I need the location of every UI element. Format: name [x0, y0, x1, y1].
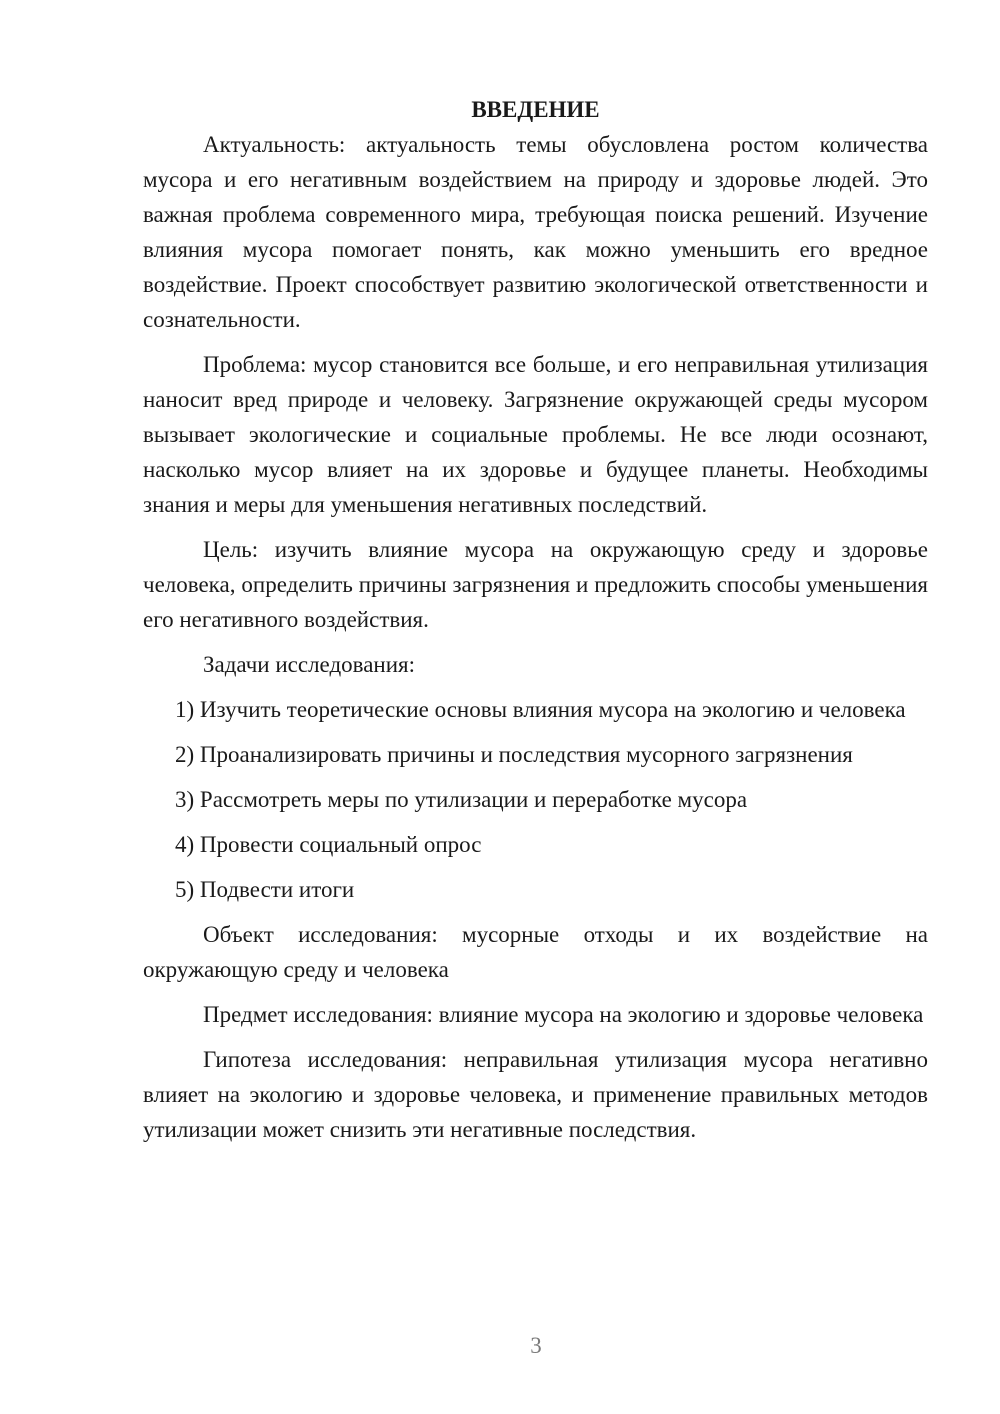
object-paragraph: Объект исследования: мусорные отходы и их воздействие на окружающую среду и человека — [143, 922, 928, 982]
hypothesis-paragraph: Гипотеза исследования: неправильная утилизация мусора негативно влияет на экологию и здоровье человека, и применение правильных методов утилизации может снизить эти негативные последствия. — [143, 1047, 928, 1142]
goal-paragraph: Цель: изучить влияние мусора на окружающую среду и здоровье человека, определить причины загрязнения и предложить способы уменьшения его негативного воздействия. — [143, 537, 928, 632]
task-item: 3) Рассмотреть меры по утилизации и переработке мусора — [175, 787, 748, 812]
task-item: 2) Проанализировать причины и последствия мусорного загрязнения — [175, 742, 853, 767]
page-content — [143, 92, 928, 1157]
task-item: 5) Подвести итоги — [175, 877, 355, 902]
task-item: 4) Провести социальный опрос — [175, 832, 482, 857]
relevance-paragraph: Актуальность: актуальность темы обусловлена ростом количества мусора и его негативным воздействием на природу и здоровье людей. Это важная проблема современного мира, требующая поиска решений. Изучение влияния мусора помогает понять, как можно уменьшить его вредное воздействие. Проект способствует развитию экологической ответственности и сознательности. — [143, 132, 928, 332]
section-heading: ВВЕДЕНИЕ — [471, 97, 600, 122]
tasks-title: Задачи исследования: — [203, 652, 416, 677]
task-item: 1) Изучить теоретические основы влияния мусора на экологию и человека — [175, 697, 906, 722]
subject-paragraph: Предмет исследования: влияние мусора на экологию и здоровье человека — [203, 1002, 924, 1027]
problem-paragraph: Проблема: мусор становится все больше, и его неправильная утилизация наносит вред природе и человеку. Загрязнение окружающей среды мусором вызывает экологические и социальные проблемы. Не все люди осознают, насколько мусор влияет на их здоровье и будущее планеты. Необходимы знания и меры для уменьшения негативных последствий. — [143, 352, 928, 517]
page-number: 3 — [530, 1333, 542, 1358]
